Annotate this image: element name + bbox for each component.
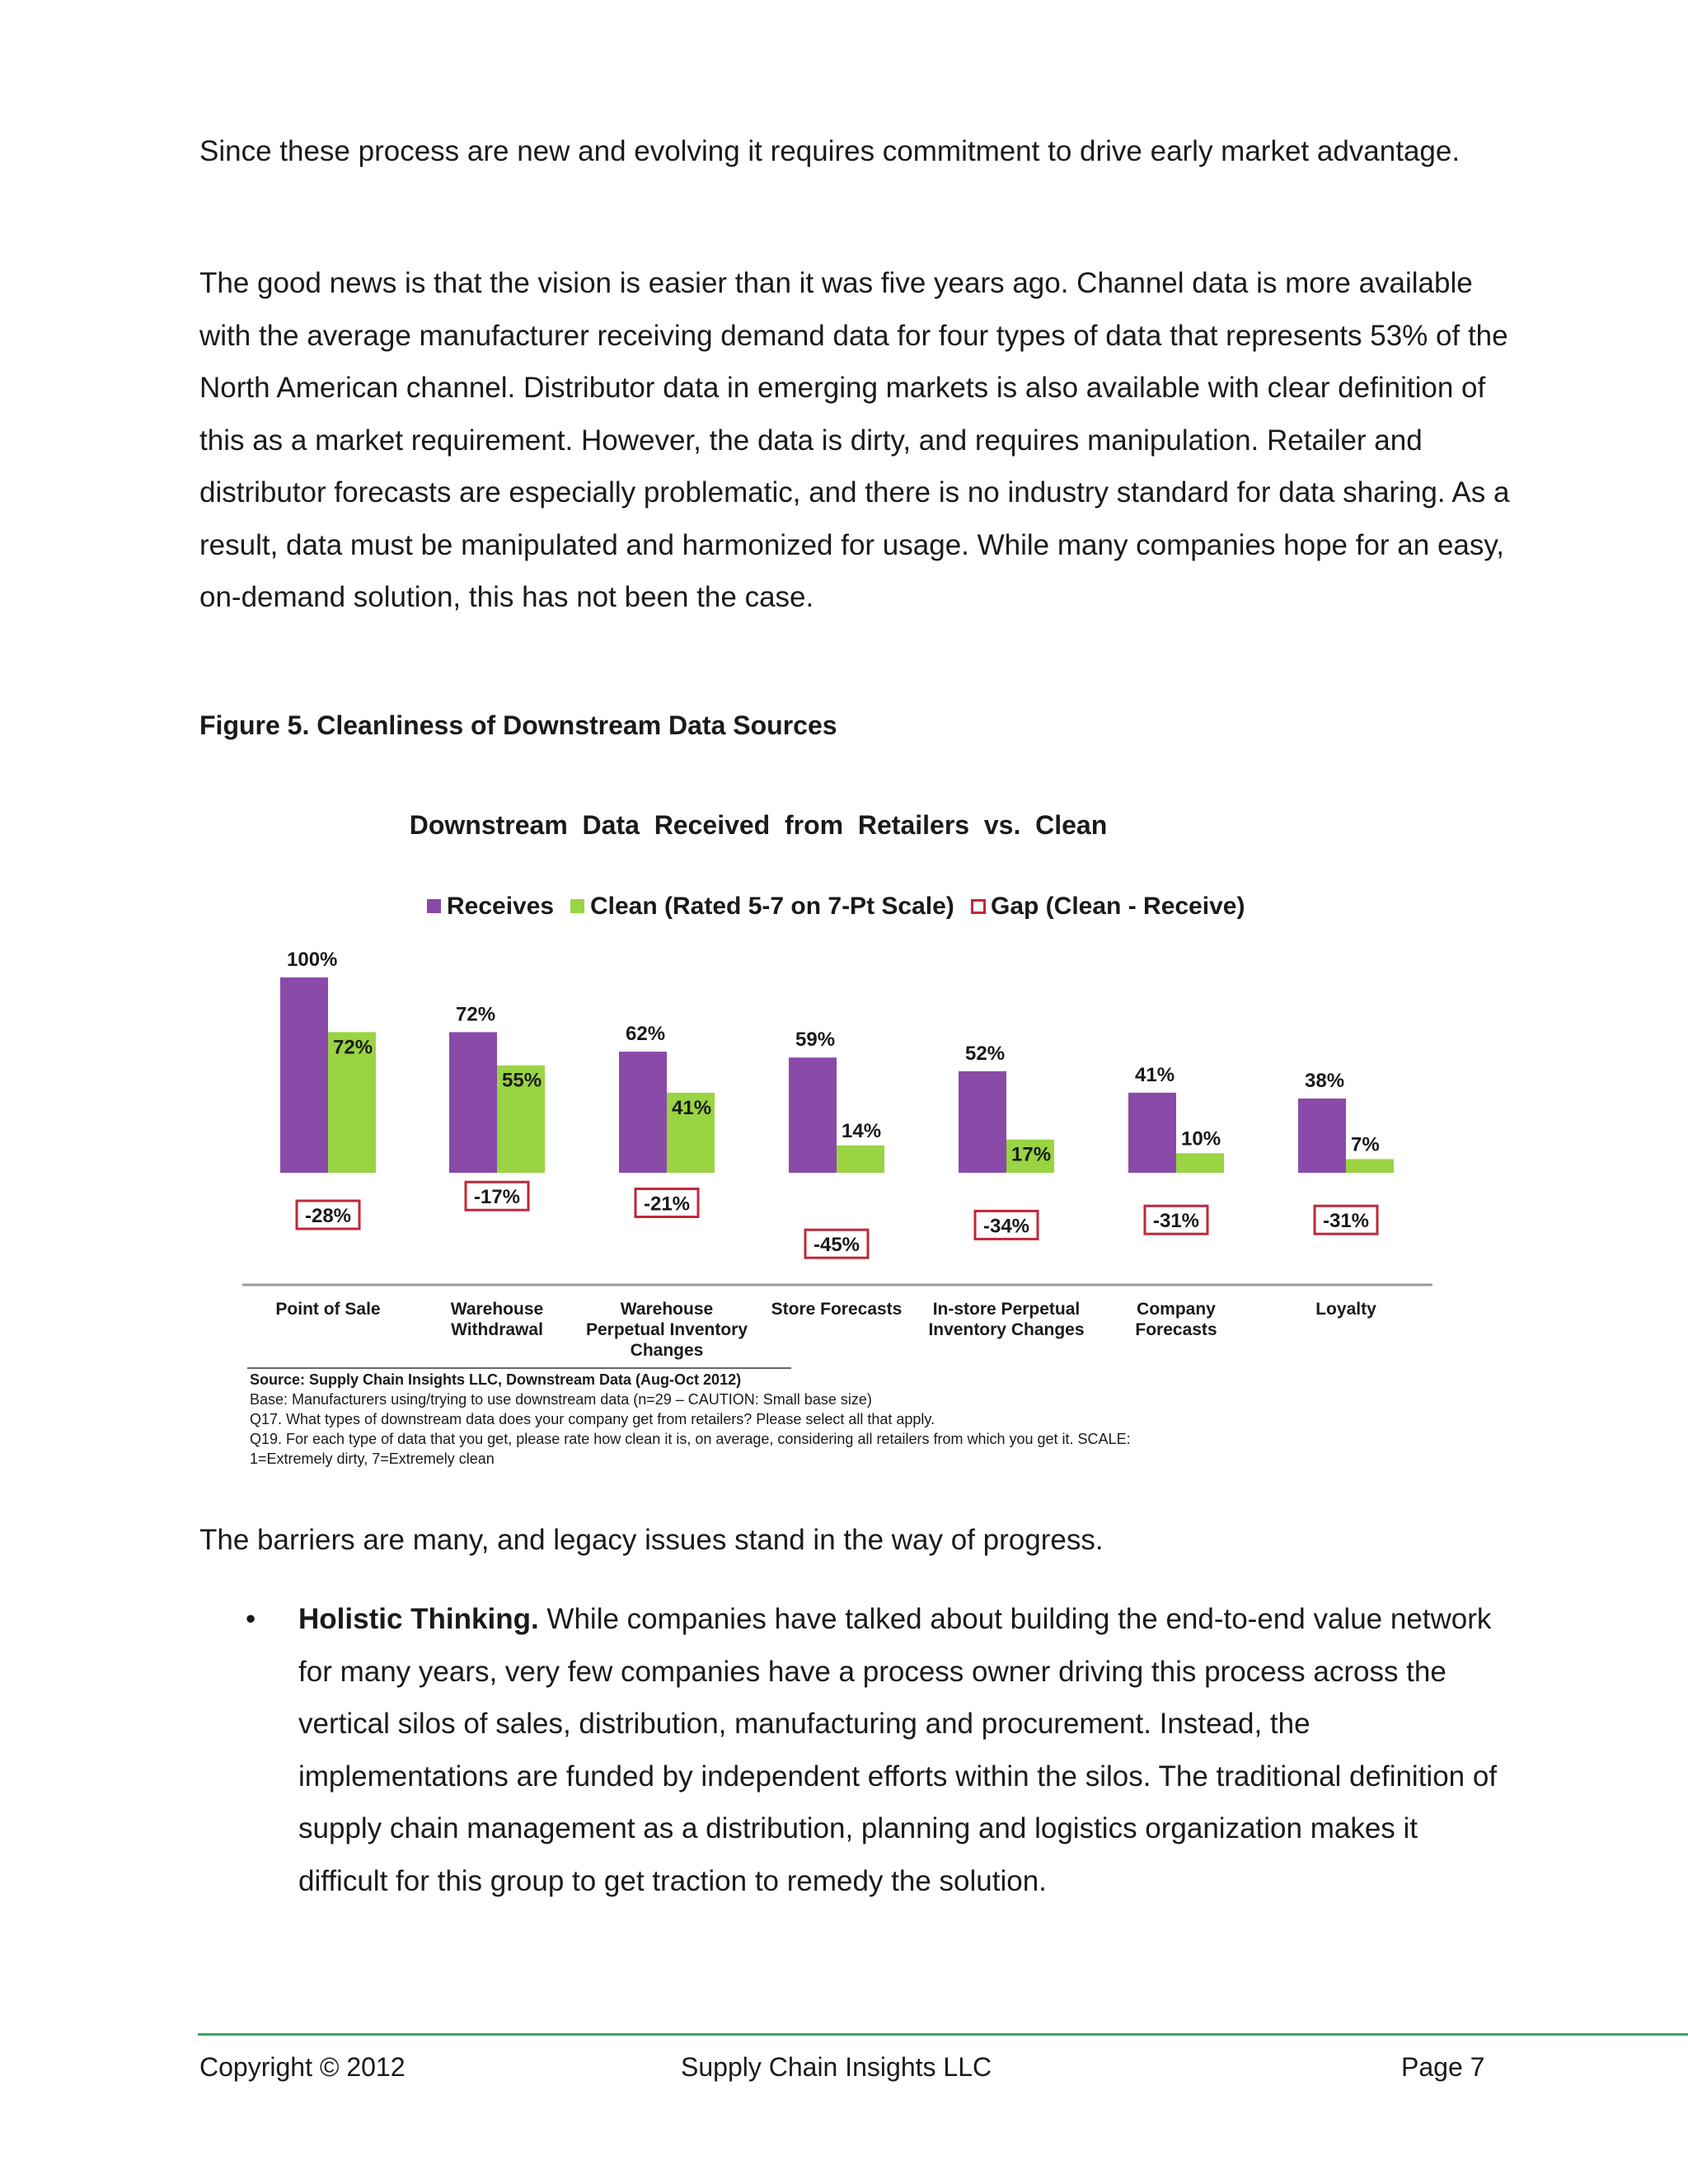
label-clean: 72%	[333, 1036, 373, 1059]
gap-label: -21%	[643, 1193, 691, 1216]
category-label	[928, 1300, 1084, 1339]
category-label-line: Company	[1137, 1300, 1216, 1319]
bar-group	[449, 1003, 545, 1173]
category-label-line: Store Forecasts	[771, 1300, 903, 1319]
category-label-line: Inventory Changes	[928, 1320, 1085, 1339]
legend-label: Clean (Rated 5-7 on 7-Pt Scale)	[590, 893, 954, 920]
paragraph-commitment: Since these process are new and evolving it requires commitment to drive early market advantage.	[199, 135, 1461, 167]
legend-gap	[973, 893, 1245, 920]
gap-box	[466, 1182, 528, 1210]
category-label	[771, 1300, 903, 1319]
bar-group	[1298, 1070, 1394, 1173]
bar-group	[789, 1029, 884, 1173]
gap-box	[635, 1189, 698, 1217]
label-clean: 7%	[1351, 1133, 1380, 1156]
gap-box	[1315, 1206, 1377, 1234]
paragraph-barriers: The barriers are many, and legacy issues stand in the way of progress.	[199, 1524, 1104, 1556]
category-label-line: Warehouse	[620, 1300, 714, 1319]
source-line: Q19. For each type of data that you get, please rate how clean it is, on average, considering all retailers from which you get it. SCALE:	[250, 1431, 1131, 1447]
gap-label: -31%	[1152, 1210, 1200, 1233]
bar-group	[959, 1043, 1054, 1173]
bar-receives	[1128, 1093, 1176, 1173]
bullet-symbol: •	[246, 1603, 256, 1635]
bar-clean	[1176, 1153, 1224, 1173]
gap-box	[975, 1211, 1038, 1239]
category-label	[586, 1300, 748, 1360]
source-line: Source: Supply Chain Insights LLC, Downstream Data (Aug-Oct 2012)	[250, 1371, 742, 1388]
gap-label: -28%	[304, 1205, 352, 1227]
footer-divider	[198, 2033, 1688, 2036]
label-receives: 38%	[1305, 1069, 1345, 1092]
gap-label: -17%	[473, 1186, 521, 1209]
legend-swatch	[427, 899, 441, 913]
legend-swatch	[973, 901, 985, 913]
source-line: 1=Extremely dirty, 7=Extremely clean	[250, 1451, 495, 1467]
label-clean: 14%	[842, 1119, 882, 1142]
legend-clean	[570, 893, 954, 920]
chart-bars	[280, 949, 1394, 1173]
chart-gaps	[297, 1182, 1377, 1258]
bar-group	[1128, 1064, 1224, 1173]
chart-legend	[427, 893, 1245, 920]
gap-label: -31%	[1322, 1210, 1370, 1233]
gap-box	[297, 1201, 359, 1229]
bar-clean	[1346, 1159, 1394, 1173]
bullet-body: While companies have talked about building the end-to-end value network for many years, very few companies have a process owner driving this process across the vertical silos of sales, distribution, manufacturing and procurement. Instead, the implementations are funded by independent efforts within the silos. The traditional definition of supply chain management as a distribution, planning and logistics organization makes it difficult for this group to get traction to remedy the solution.	[298, 1603, 1498, 1897]
category-label-line: Loyalty	[1315, 1300, 1376, 1319]
footer-copyright: Copyright © 2012	[199, 2052, 406, 2082]
bar-receives	[449, 1032, 497, 1173]
category-label	[451, 1300, 543, 1339]
legend-receives	[427, 893, 554, 920]
category-label	[1135, 1300, 1217, 1339]
legend-label: Gap (Clean - Receive)	[991, 893, 1245, 920]
label-clean: 55%	[502, 1069, 542, 1092]
gap-box	[805, 1230, 868, 1258]
label-receives: 100%	[287, 949, 338, 971]
category-label-line: Warehouse	[450, 1300, 544, 1319]
label-receives: 52%	[965, 1042, 1006, 1065]
gap-label: -45%	[813, 1234, 860, 1257]
bar-receives	[959, 1071, 1006, 1173]
legend-label: Receives	[447, 893, 555, 920]
legend-swatch	[570, 899, 584, 913]
figure-caption: Figure 5. Cleanliness of Downstream Data Sources	[199, 710, 837, 740]
gap-label: -34%	[982, 1215, 1030, 1238]
bar-receives	[1298, 1099, 1346, 1173]
bar-group	[280, 949, 376, 1173]
bar-clean	[837, 1146, 884, 1173]
category-label-line: Forecasts	[1135, 1320, 1217, 1339]
bar-receives	[280, 977, 328, 1173]
category-label-line: Changes	[630, 1341, 704, 1360]
label-receives: 62%	[626, 1023, 666, 1046]
paragraph-good-news: The good news is that the vision is easier than it was five years ago. Channel data is more available with the average manufacturer receiving demand data for four types of data that represents 53% of the North American channel. Distributor data in emerging markets is also available with clear definition of this as a market requirement. However, the data is dirty, and requires manipulation. Retailer and distributor forecasts are especially problematic, and there is no industry standard for data sharing. As a result, data must be manipulated and harmonized for usage. While many companies hope for an easy, on-demand solution, this has not been the case.	[199, 267, 1510, 613]
footer-company: Supply Chain Insights LLC	[681, 2052, 992, 2082]
downstream-data-chart	[239, 798, 1459, 1482]
label-clean: 41%	[672, 1096, 712, 1119]
x-axis-labels	[275, 1300, 1376, 1360]
category-label-line: Perpetual Inventory	[585, 1320, 748, 1339]
label-clean: 17%	[1011, 1143, 1052, 1166]
chart-title: Downstream Data Received from Retailers vs. Clean	[409, 810, 1108, 840]
label-receives: 72%	[456, 1003, 496, 1026]
category-label-line: In-store Perpetual	[932, 1300, 1081, 1319]
bar-group	[619, 1023, 715, 1173]
category-label	[1315, 1300, 1376, 1319]
source-line: Base: Manufacturers using/trying to use downstream data (n=29 – CAUTION: Small base size)	[250, 1391, 872, 1408]
source-line: Q17. What types of downstream data does your company get from retailers? Please select all that apply.	[250, 1411, 935, 1427]
category-label-line: Withdrawal	[451, 1320, 543, 1339]
label-receives: 59%	[795, 1029, 836, 1052]
bar-receives	[619, 1052, 667, 1173]
label-receives: 41%	[1135, 1063, 1175, 1086]
bar-receives	[789, 1057, 837, 1173]
gap-box	[1145, 1206, 1207, 1234]
chart-source-notes	[250, 1371, 1131, 1467]
category-label-line: Point of Sale	[275, 1300, 381, 1319]
bullet-content	[298, 1593, 1507, 1907]
bullet-title: Holistic Thinking.	[298, 1603, 539, 1635]
label-clean: 10%	[1181, 1127, 1221, 1151]
footer-page-number: Page 7	[1401, 2052, 1485, 2082]
category-label	[275, 1300, 380, 1319]
